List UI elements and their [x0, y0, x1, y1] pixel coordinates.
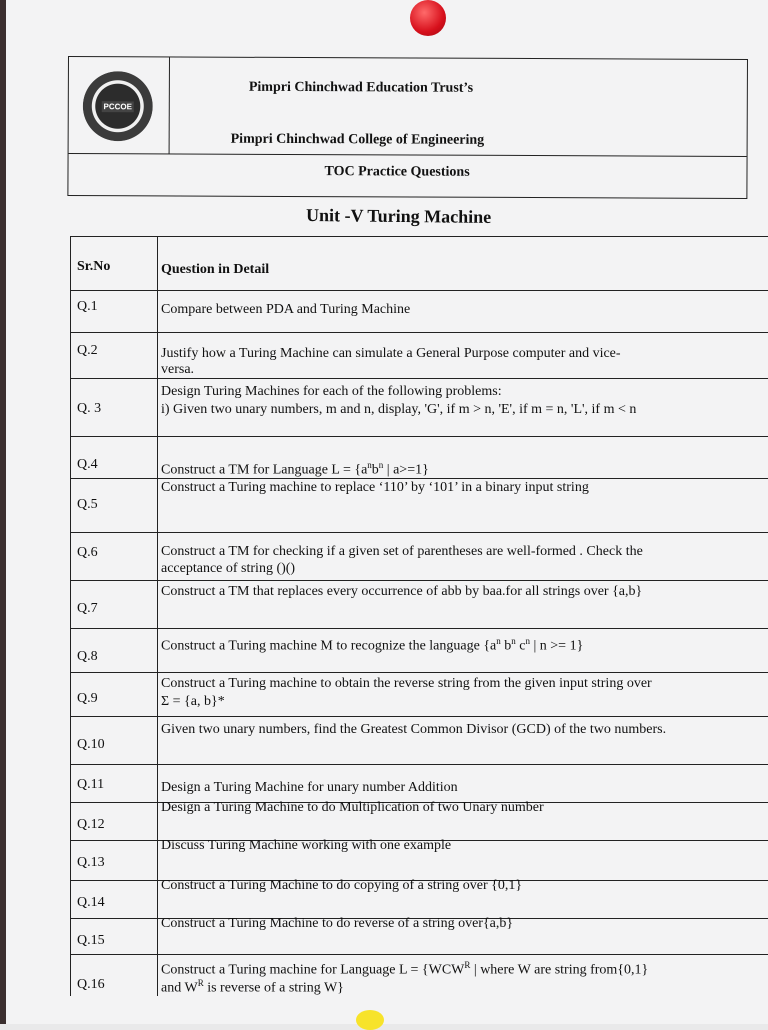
college-logo [83, 71, 153, 141]
table-row [71, 332, 768, 377]
question-number: Q. 3 [77, 401, 102, 416]
question-text-line-2: acceptance of string ()() [161, 561, 296, 576]
table-row [71, 954, 768, 996]
subject-title: TOC Practice Questions [324, 164, 470, 180]
table-row [71, 878, 768, 910]
question-text-line-2: Σ = {a, b}* [161, 694, 225, 709]
question-text: Construct a Turing Machine to do copying of a string over {0,1} [161, 878, 523, 893]
table-row [71, 716, 768, 752]
table-row [71, 290, 768, 317]
questions-table [70, 236, 768, 996]
question-text: Construct a Turing machine M to recognize the language {$a^n$ $b^n$ $c^n$ | n >= 1} [161, 636, 584, 654]
col-sr-header: Sr.No [77, 259, 111, 274]
header-divider [69, 153, 747, 157]
question-number: Q.9 [77, 691, 98, 706]
question-text-line-2: i) Given two unary numbers, m and n, display, 'G', if m > n, 'E', if m = n, 'L', if m < n [161, 402, 637, 417]
question-number: Q.13 [77, 855, 105, 870]
question-number: Q.14 [77, 895, 105, 910]
question-number: Q.8 [77, 649, 98, 664]
column-divider [157, 236, 158, 996]
question-text-line-1: Construct a TM for checking if a given set of parentheses are well-formed . Check the [161, 544, 643, 559]
question-text-line-1: Justify how a Turing Machine can simulate a General Purpose computer and vice- [161, 346, 621, 361]
question-number: Q.7 [77, 601, 98, 616]
question-text: Construct a TM for Language $L = \{a^nb^n$ | a>=1} [161, 460, 429, 478]
table-row [71, 838, 768, 870]
question-number: Q.12 [77, 817, 105, 832]
table-row [71, 628, 768, 664]
question-number: Q.5 [77, 497, 98, 512]
table-row [71, 800, 768, 832]
table-row [71, 532, 768, 576]
question-text-line-2: versa. [161, 362, 195, 377]
table-header-row [71, 236, 768, 277]
question-number: Q.4 [77, 457, 98, 472]
question-text-line-1: Construct a Turing machine to obtain the reverse string from the given input string over [161, 676, 652, 691]
question-text: Construct a Turing machine to replace ‘110’ by ‘101’ in a binary input string [161, 480, 589, 495]
yellow-pushpin [356, 1010, 384, 1030]
question-number: Q.6 [77, 545, 98, 560]
table-row [71, 478, 768, 512]
question-text: Given two unary numbers, find the Greatest Common Divisor (GCD) of the two numbers. [161, 722, 667, 737]
table-row [71, 764, 768, 795]
logo-text: PCCOE [102, 101, 135, 112]
logo-cell [69, 57, 170, 153]
question-number: Q.1 [77, 299, 98, 314]
col-question-header: Question in Detail [161, 262, 270, 277]
question-text: Compare between PDA and Turing Machine [161, 302, 411, 317]
question-number: Q.16 [77, 977, 105, 992]
question-number: Q.11 [77, 777, 105, 792]
question-number: Q.2 [77, 343, 98, 358]
question-text: Construct a Turing Machine to do reverse of a string over{a,b} [161, 916, 514, 931]
red-pushpin [410, 0, 446, 36]
question-text: Construct a TM that replaces every occurrence of abb by baa.for all strings over {a,b} [161, 584, 643, 599]
question-text: Design a Turing Machine to do Multiplication of two Unary number [161, 800, 544, 815]
unit-title: Unit -V Turing Machine [305, 205, 492, 227]
trust-name: Pimpri Chinchwad Education Trust’s [248, 79, 474, 96]
table-row [71, 378, 768, 417]
table-row [71, 580, 768, 616]
question-text-line-1: Construct a Turing machine for Language $L = \{WCW^R$ | where W are string from{0,1} [161, 960, 649, 978]
college-name: Pimpri Chinchwad College of Engineering [230, 131, 485, 148]
question-text: Design a Turing Machine for unary number Addition [161, 780, 458, 795]
question-number: Q.10 [77, 737, 105, 752]
table-row [71, 436, 768, 478]
document-header [67, 56, 748, 199]
table-row [71, 672, 768, 709]
question-text-line-2: and $W^R$ is reverse of a string W} [161, 978, 344, 996]
table-row [71, 916, 768, 948]
question-text: Discuss Turing Machine working with one example [161, 838, 452, 853]
question-text-line-1: Design Turing Machines for each of the following problems: [161, 384, 502, 399]
question-number: Q.15 [77, 933, 105, 948]
